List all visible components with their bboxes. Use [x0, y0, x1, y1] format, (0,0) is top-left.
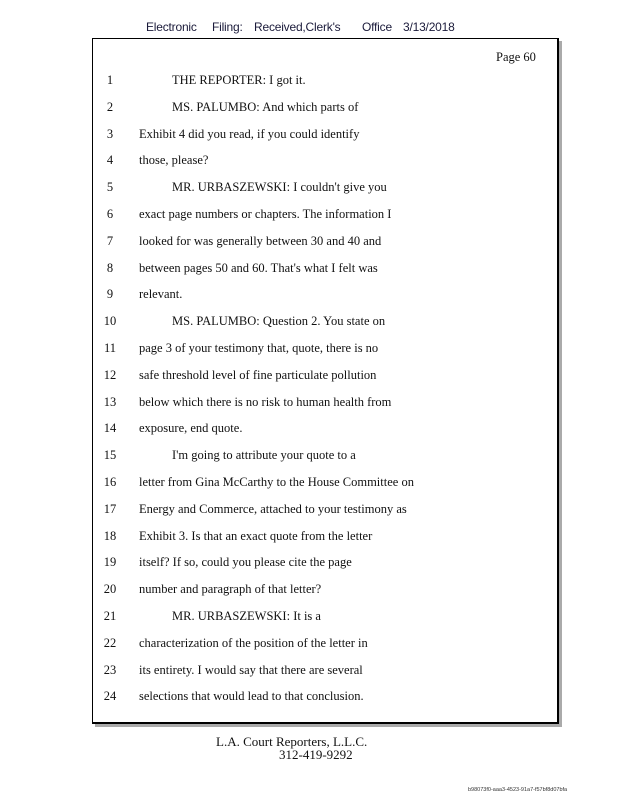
line-text: THE REPORTER: I got it. — [172, 73, 306, 87]
line-number: 6 — [106, 207, 114, 221]
line-text: Exhibit 3. Is that an exact quote from the letter — [139, 528, 373, 543]
line-text: Exhibit 4 did you read, if you could identify — [139, 126, 360, 141]
transcript-line — [0, 529, 618, 549]
transcript-line — [0, 609, 618, 629]
footer-company: L.A. Court Reporters, L.L.C. — [216, 734, 368, 749]
transcript-line — [0, 502, 618, 522]
line-number: 4 — [106, 153, 114, 168]
header-part: Electronic — [146, 20, 197, 34]
line-number: 10 — [103, 314, 117, 329]
transcript-line — [0, 663, 618, 683]
transcript-line — [0, 234, 618, 254]
line-text: Energy and Commerce, attached to your testimony as — [139, 501, 407, 516]
header-part: Received,Clerk's — [254, 20, 341, 34]
transcript-line — [0, 636, 618, 656]
line-text: letter from Gina McCarthy to the House Committee on — [139, 475, 414, 489]
transcript-line — [0, 341, 618, 361]
header-part: Filing: — [212, 20, 243, 34]
line-number: 16 — [103, 475, 117, 489]
line-text: exact page numbers or chapters. The information I — [139, 207, 392, 221]
line-text: looked for was generally between 30 and 40 and — [139, 233, 382, 248]
transcript-line — [0, 421, 618, 441]
line-text: exposure, end quote. — [139, 421, 243, 436]
line-number: 20 — [103, 582, 117, 597]
transcript-line — [0, 395, 618, 415]
line-text: MS. PALUMBO: And which parts of — [172, 99, 359, 114]
transcript-line — [0, 475, 618, 495]
line-text: page 3 of your testimony that, quote, there is no — [139, 341, 379, 355]
line-number: 24 — [103, 689, 117, 704]
page-number: Page 60 — [496, 50, 536, 64]
line-text: safe threshold level of fine particulate pollution — [139, 367, 377, 382]
line-number: 5 — [106, 180, 114, 195]
transcript-line — [0, 180, 618, 200]
line-number: 21 — [103, 609, 117, 623]
line-number: 22 — [103, 635, 117, 650]
line-text: MS. PALUMBO: Question 2. You state on — [172, 314, 386, 329]
header-part: 3/13/2018 — [403, 20, 455, 34]
line-number: 19 — [103, 555, 117, 570]
line-number: 3 — [106, 126, 114, 141]
line-text: MR. URBASZEWSKI: I couldn't give you — [172, 180, 387, 195]
line-number: 2 — [106, 99, 114, 114]
filing-stamp-header — [146, 19, 466, 35]
transcript-line — [0, 368, 618, 388]
transcript-line — [0, 555, 618, 575]
line-text: its entirety. I would say that there are several — [139, 662, 363, 677]
transcript-line — [0, 127, 618, 147]
line-number: 17 — [103, 501, 117, 516]
line-text: below which there is no risk to human health from — [139, 394, 392, 409]
line-text: number and paragraph of that letter? — [139, 582, 322, 597]
line-text: itself? If so, could you please cite the page — [139, 555, 352, 570]
transcript-line — [0, 73, 618, 93]
transcript-line — [0, 261, 618, 281]
line-number: 12 — [103, 367, 117, 382]
transcript-line — [0, 287, 618, 307]
line-number: 9 — [106, 287, 114, 302]
line-number: 23 — [103, 662, 117, 677]
line-number: 18 — [103, 528, 117, 543]
line-number: 13 — [103, 394, 117, 409]
footer-phone: 312-419-9292 — [279, 747, 353, 762]
line-number: 1 — [106, 73, 114, 87]
transcript-line — [0, 689, 618, 709]
line-text: relevant. — [139, 287, 183, 302]
transcript-line — [0, 448, 618, 468]
line-text: MR. URBASZEWSKI: It is a — [172, 609, 321, 623]
transcript-line — [0, 100, 618, 120]
line-number: 11 — [103, 341, 117, 355]
line-number: 8 — [106, 260, 114, 275]
line-text: characterization of the position of the letter in — [139, 635, 368, 650]
line-text: selections that would lead to that conclusion. — [139, 689, 364, 704]
transcript-line — [0, 153, 618, 173]
line-number: 14 — [103, 421, 117, 436]
transcript-line — [0, 582, 618, 602]
transcript-line — [0, 314, 618, 334]
line-text: those, please? — [139, 153, 209, 168]
line-text: I'm going to attribute your quote to a — [172, 448, 356, 463]
line-number: 15 — [103, 448, 117, 463]
header-part: Office — [362, 20, 392, 34]
transcript-line — [0, 207, 618, 227]
line-number: 7 — [106, 233, 114, 248]
line-text: between pages 50 and 60. That's what I felt was — [139, 260, 378, 275]
document-id: b98073f0-aaa3-4523-91a7-f57bf8d07bfa — [468, 787, 568, 793]
